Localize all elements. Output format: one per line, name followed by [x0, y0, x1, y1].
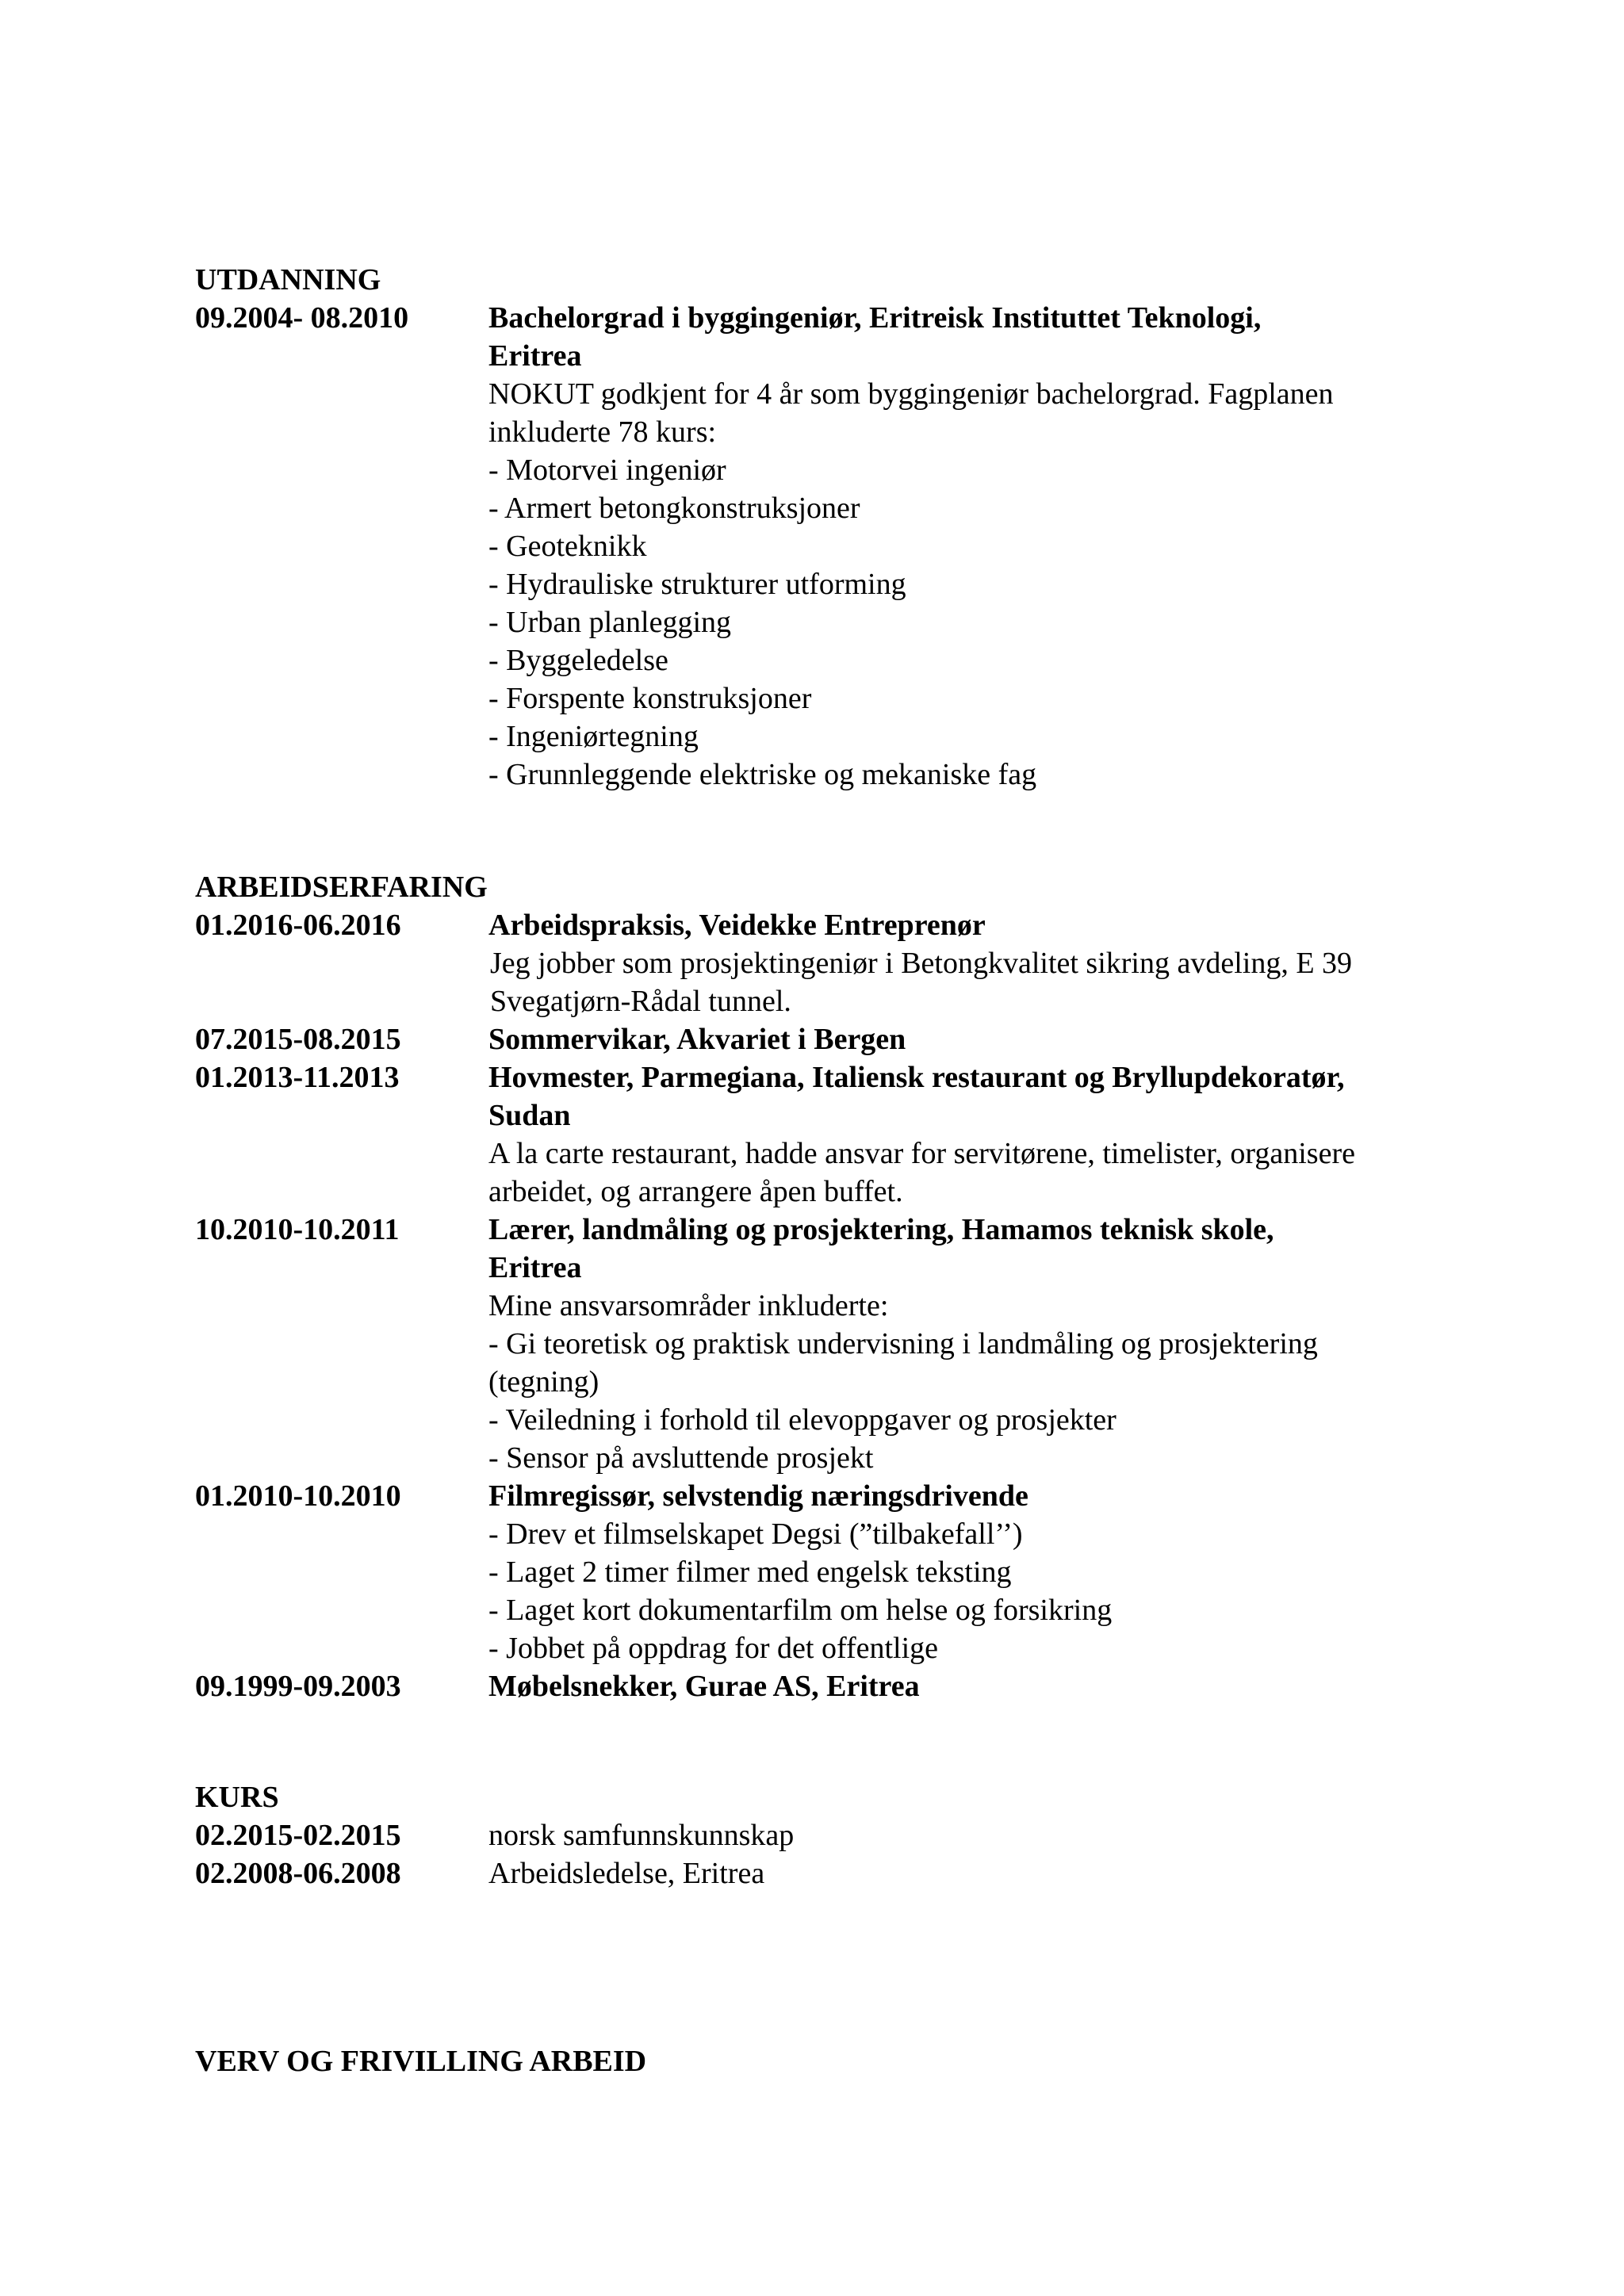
section-heading-volunteer: VERV OG FRIVILLING ARBEID: [195, 2045, 647, 2078]
entry-date: 01.2013-11.2013: [195, 1061, 400, 1094]
entry-date: 09.1999-09.2003: [195, 1670, 401, 1703]
section-heading-experience: ARBEIDSERFARING: [195, 871, 488, 904]
entry-title: Filmregissør, selvstendig næringsdrivende: [488, 1479, 1028, 1513]
course-item: - Byggeledelse: [488, 644, 668, 677]
entry-title: Arbeidspraksis, Veidekke Entreprenør: [488, 909, 986, 942]
entry-description: arbeidet, og arrangere åpen buffet.: [488, 1175, 903, 1208]
course-item: - Motorvei ingeniør: [488, 453, 726, 487]
entry-description: Jeg jobber som prosjektingeniør i Betongkvalitet sikring avdeling, E 39: [490, 947, 1353, 980]
entry-date: 01.2016-06.2016: [195, 909, 401, 942]
entry-title: Sommervikar, Akvariet i Bergen: [488, 1023, 906, 1056]
entry-description: - Gi teoretisk og praktisk undervisning i landmåling og prosjektering: [488, 1327, 1318, 1360]
entry-date: 09.2004- 08.2010: [195, 301, 409, 335]
course-item: - Urban planlegging: [488, 606, 732, 639]
section-heading-education: UTDANNING: [195, 263, 381, 297]
entry-description: Svegatjørn-Rådal tunnel.: [490, 985, 791, 1018]
entry-title: Lærer, landmåling og prosjektering, Hamamos teknisk skole,: [488, 1213, 1274, 1246]
entry-text: norsk samfunnskunnskap: [488, 1819, 795, 1852]
entry-title-cont: Sudan: [488, 1099, 571, 1132]
entry-description: - Laget kort dokumentarfilm om helse og forsikring: [488, 1594, 1113, 1627]
entry-date: 02.2008-06.2008: [195, 1857, 401, 1890]
entry-date: 10.2010-10.2011: [195, 1213, 400, 1246]
course-item: - Hydrauliske strukturer utforming: [488, 568, 906, 601]
entry-title: Hovmester, Parmegiana, Italiensk restaurant og Bryllupdekoratør,: [488, 1061, 1345, 1094]
course-item: - Forspente konstruksjoner: [488, 682, 812, 715]
section-heading-courses: KURS: [195, 1781, 279, 1814]
entry-description: - Sensor på avsluttende prosjekt: [488, 1441, 874, 1475]
entry-date: 02.2015-02.2015: [195, 1819, 401, 1852]
entry-title-cont: Eritrea: [488, 339, 582, 373]
entry-description: (tegning): [488, 1365, 599, 1399]
entry-description: A la carte restaurant, hadde ansvar for servitørene, timelister, organisere: [488, 1137, 1355, 1170]
course-item: - Geoteknikk: [488, 530, 647, 563]
entry-description: - Jobbet på oppdrag for det offentlige: [488, 1632, 939, 1665]
course-item: - Ingeniørtegning: [488, 720, 699, 753]
entry-text: Arbeidsledelse, Eritrea: [488, 1857, 765, 1890]
entry-description-cont: inkluderte 78 kurs:: [488, 415, 717, 449]
course-item: - Grunnleggende elektriske og mekaniske fag: [488, 758, 1037, 791]
entry-title: Møbelsnekker, Gurae AS, Eritrea: [488, 1670, 920, 1703]
entry-title: Bachelorgrad i byggingeniør, Eritreisk Instituttet Teknologi,: [488, 301, 1262, 335]
entry-description: NOKUT godkjent for 4 år som byggingeniør bachelorgrad. Fagplanen: [488, 377, 1334, 411]
entry-date: 01.2010-10.2010: [195, 1479, 401, 1513]
entry-description: - Laget 2 timer filmer med engelsk teksting: [488, 1556, 1012, 1589]
entry-title-cont: Eritrea: [488, 1251, 582, 1284]
entry-description: - Veiledning i forhold til elevoppgaver og prosjekter: [488, 1403, 1116, 1437]
entry-description: Mine ansvarsområder inkluderte:: [488, 1289, 889, 1322]
course-item: - Armert betongkonstruksjoner: [488, 492, 860, 525]
entry-date: 07.2015-08.2015: [195, 1023, 401, 1056]
entry-description: - Drev et filmselskapet Degsi (”tilbakefall’’): [488, 1517, 1023, 1551]
